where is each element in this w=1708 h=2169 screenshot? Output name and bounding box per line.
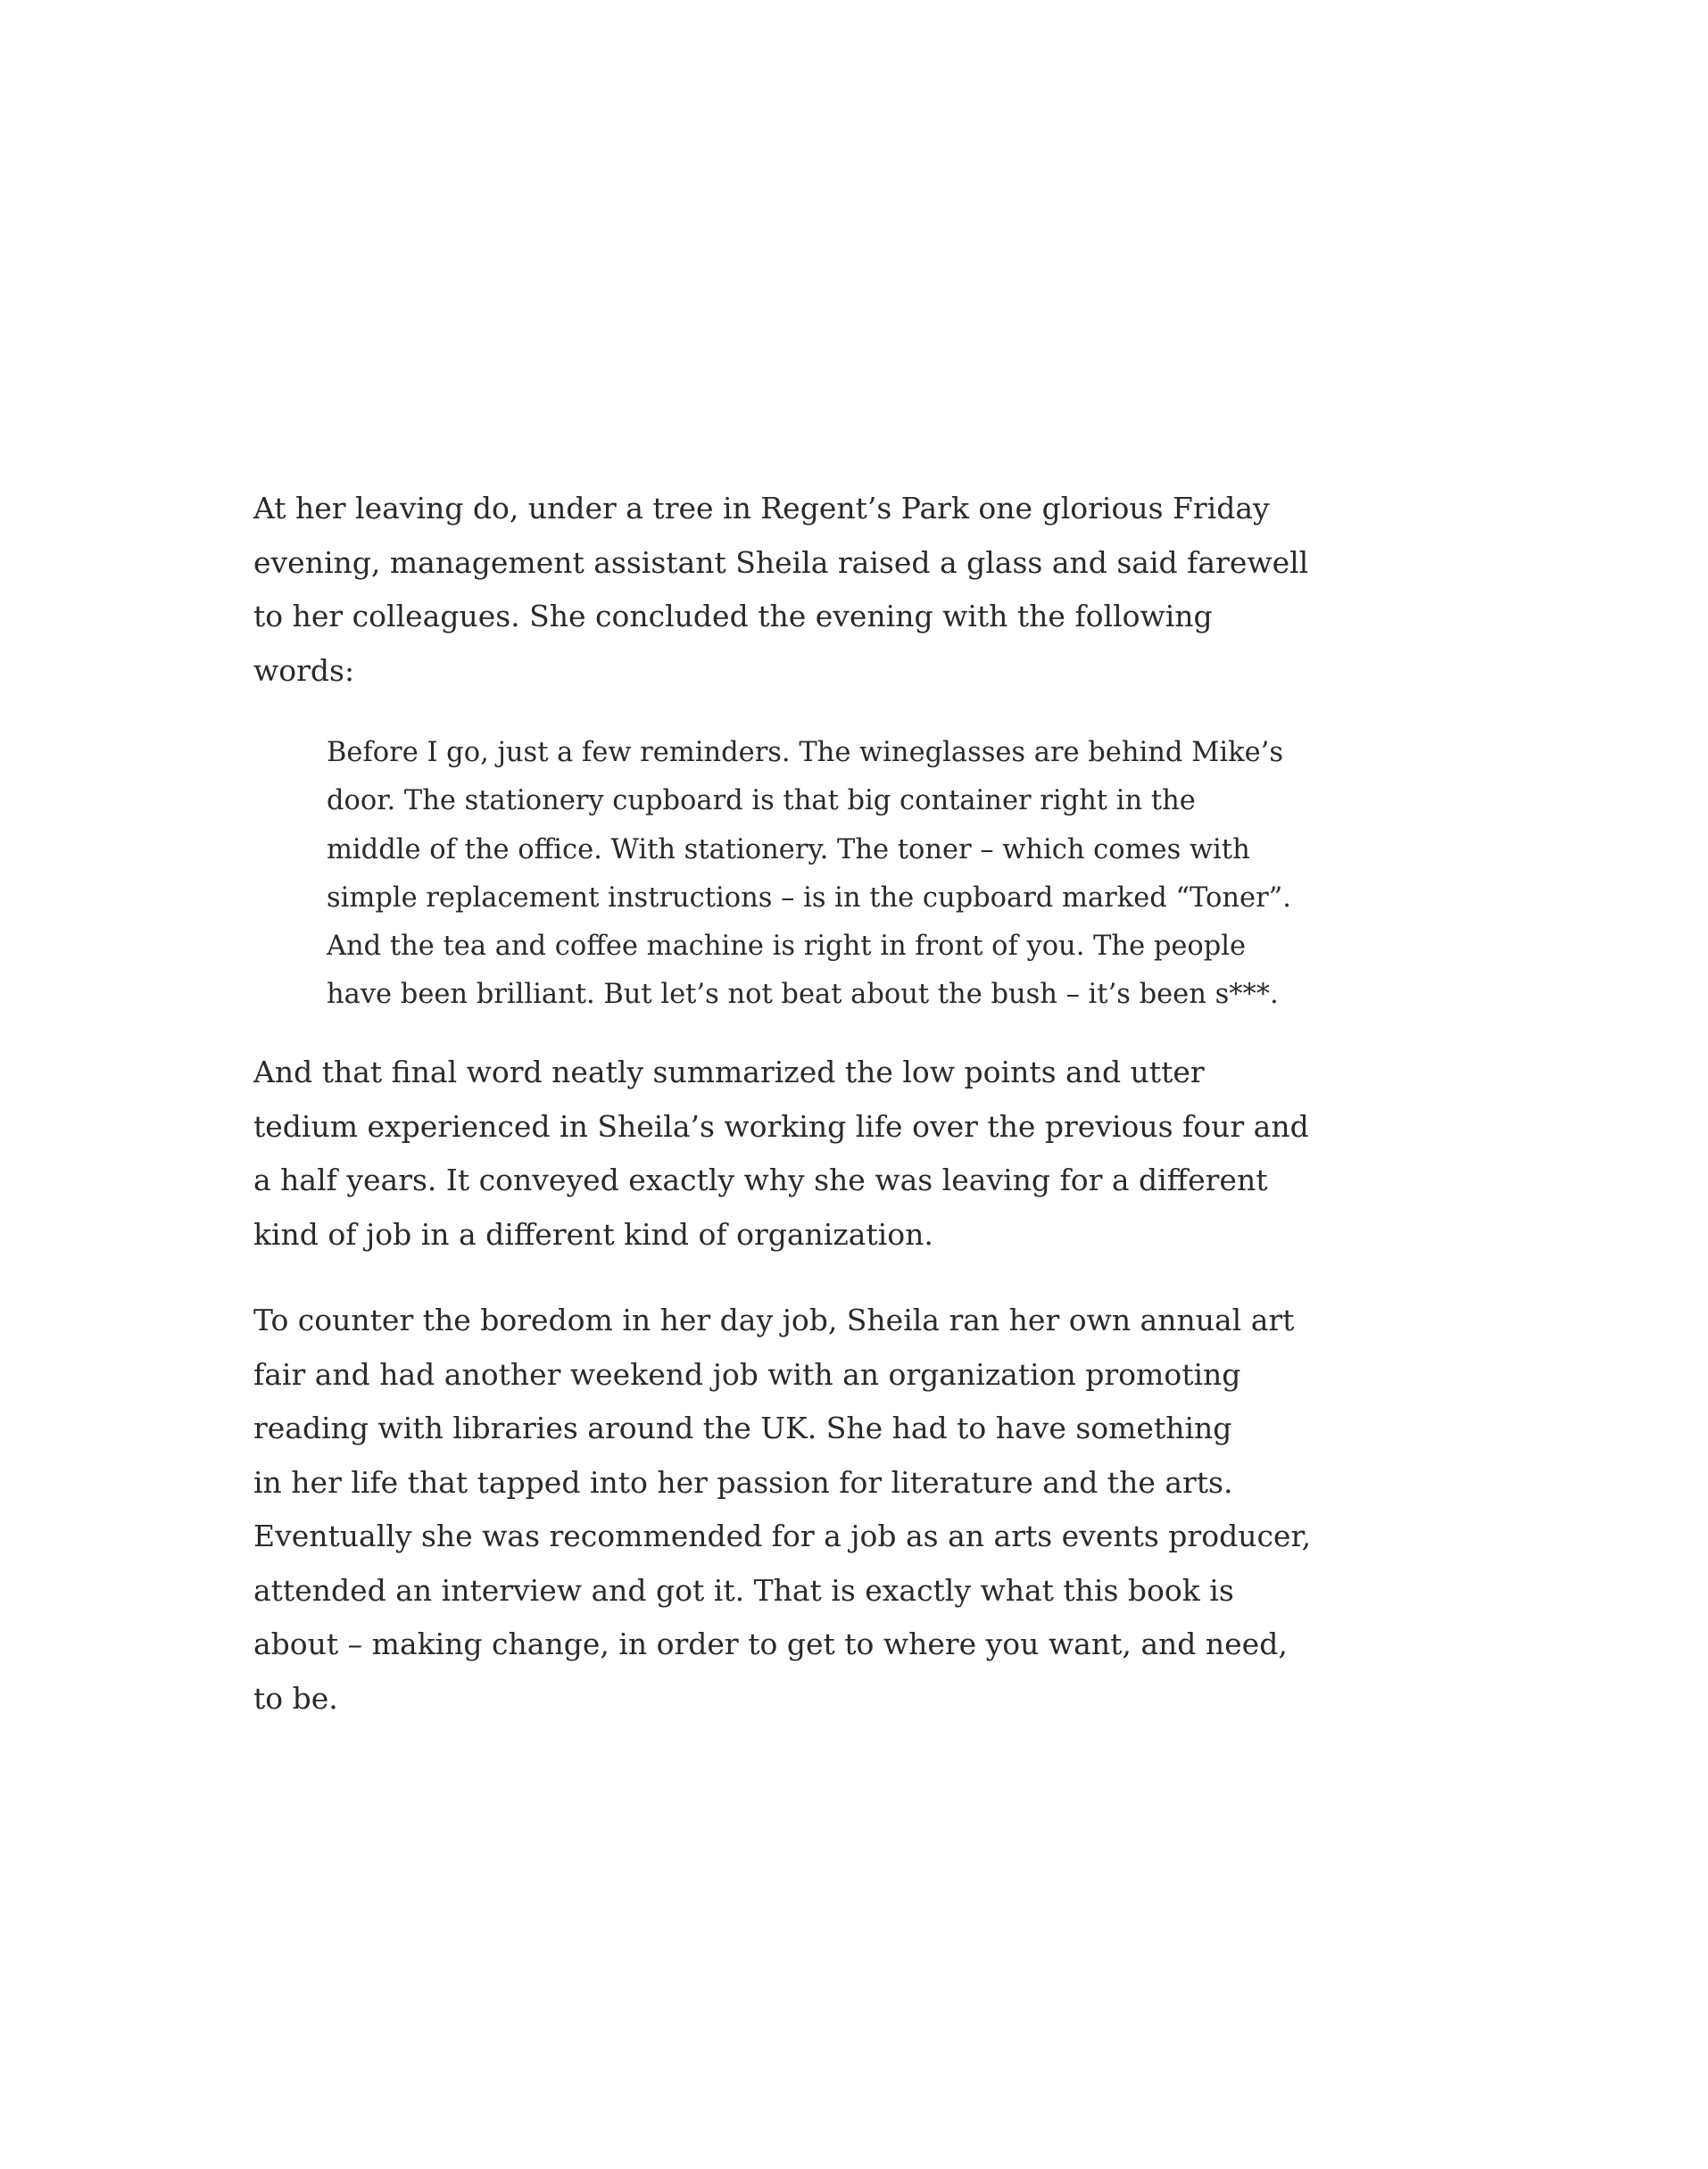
text-line: Before I go, just a few reminders. The wineglasses are behind Mike’s xyxy=(327,737,1283,768)
text-line: At her leaving do, under a tree in Regent’s Park one glorious Friday xyxy=(253,491,1270,526)
text-line: door. The stationery cupboard is that big container right in the xyxy=(327,785,1196,817)
text-line: kind of job in a different kind of organization. xyxy=(253,1216,933,1252)
text-line: tedium experienced in Sheila’s working life over the previous four and xyxy=(253,1108,1309,1144)
text-line: evening, management assistant Sheila raised a glass and said farewell xyxy=(253,544,1309,580)
paragraph-counter-boredom xyxy=(253,1294,1311,1726)
paragraph-intro xyxy=(253,482,1308,698)
text-line: a half years. It conveyed exactly why she was leaving for a different xyxy=(253,1163,1268,1197)
text-line: about – making change, in order to get to where you want, and need, xyxy=(253,1627,1288,1661)
text-line: And the tea and coffee machine is right in front of you. The people xyxy=(327,931,1247,963)
text-line: middle of the office. With stationery. The toner – which comes with xyxy=(327,833,1250,865)
text-line: To counter the boredom in her day job, Sheila ran her own annual art xyxy=(253,1303,1295,1337)
text-line: reading with libraries around the UK. She had to have something xyxy=(253,1411,1232,1445)
paragraph-final-word xyxy=(253,1046,1309,1262)
text-line: to her colleagues. She concluded the evening with the following xyxy=(253,599,1213,633)
text-line: to be. xyxy=(253,1680,338,1716)
text-line: Eventually she was recommended for a job as an arts events producer, xyxy=(253,1519,1312,1553)
text-line: attended an interview and got it. That is exactly what this book is xyxy=(253,1572,1234,1608)
text-line: fair and had another weekend job with an organization promoting xyxy=(253,1356,1241,1392)
text-line: have been brilliant. But let’s not beat about the bush – it’s been s***. xyxy=(327,979,1279,1011)
text-line: in her life that tapped into her passion for literature and the arts. xyxy=(253,1464,1233,1500)
block-quote xyxy=(327,729,1291,1020)
text-line: simple replacement instructions – is in the cupboard marked “Toner”. xyxy=(327,882,1291,914)
text-line: And that final word neatly summarized the low points and utter xyxy=(253,1055,1205,1089)
text-line: words: xyxy=(253,652,355,688)
